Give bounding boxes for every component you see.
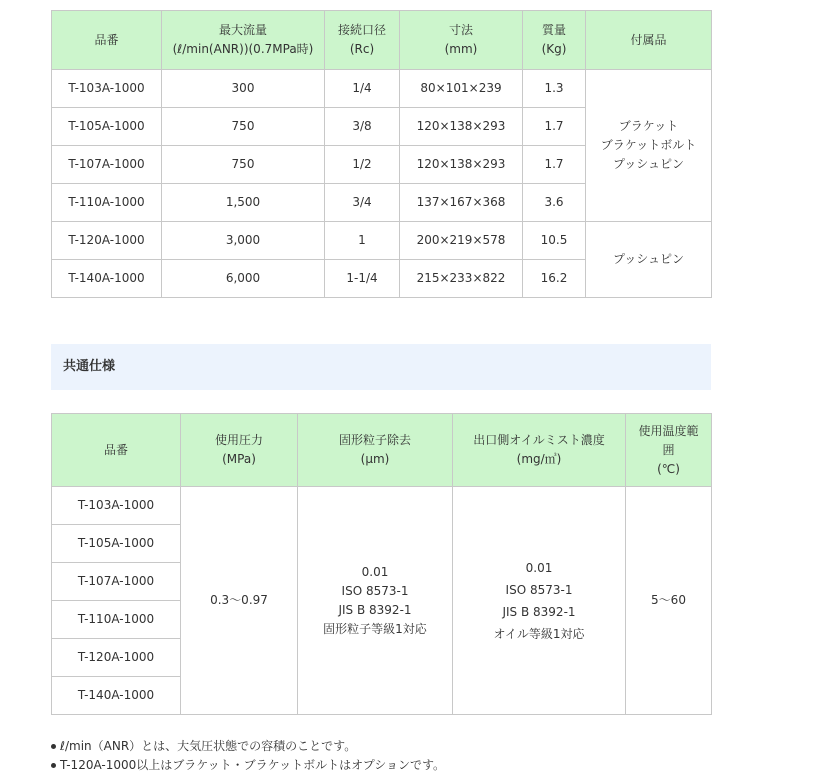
header-dimensions: 寸法 (mm) [400,11,523,70]
table-row [52,222,712,260]
dims-cell: 137×167×368 [400,184,523,222]
dims-cell: 200×219×578 [400,222,523,260]
port-cell: 1-1/4 [325,260,400,298]
accessories-cell: プッシュピン [586,222,712,298]
header-particle-removal: 固形粒子除去 (μm) [298,414,453,487]
dims-cell: 120×138×293 [400,146,523,184]
model-cell: T-103A-1000 [52,70,162,108]
header-model: 品番 [52,414,181,487]
header-pressure: 使用圧力 (MPa) [181,414,298,487]
particle-cell: 0.01 ISO 8573-1 JIS B 8392-1 固形粒子等級1対応 [298,487,453,715]
model-cell: T-120A-1000 [52,222,162,260]
pressure-cell: 0.3～0.97 [181,487,298,715]
model-cell: T-103A-1000 [52,487,181,525]
mass-cell: 1.3 [523,70,586,108]
dims-cell: 120×138×293 [400,108,523,146]
note-item: ℓ/min（ANR）とは、大気圧状態での容積のことです。 [51,737,751,756]
flow-cell: 1,500 [162,184,325,222]
flow-cell: 750 [162,146,325,184]
port-cell: 3/8 [325,108,400,146]
mass-cell: 16.2 [523,260,586,298]
port-cell: 1/2 [325,146,400,184]
spec-header-row [52,11,712,70]
header-oil-mist: 出口側オイルミスト濃度 (mg/㎥) [453,414,626,487]
port-cell: 1/4 [325,70,400,108]
model-cell: T-140A-1000 [52,677,181,715]
model-cell: T-105A-1000 [52,108,162,146]
header-model: 品番 [52,11,162,70]
temperature-cell: 5～60 [626,487,712,715]
flow-cell: 3,000 [162,222,325,260]
model-cell: T-105A-1000 [52,525,181,563]
bullet-icon [51,744,56,749]
model-cell: T-110A-1000 [52,601,181,639]
mass-cell: 1.7 [523,108,586,146]
port-cell: 1 [325,222,400,260]
dims-cell: 215×233×822 [400,260,523,298]
flow-cell: 300 [162,70,325,108]
mass-cell: 3.6 [523,184,586,222]
port-cell: 3/4 [325,184,400,222]
model-cell: T-107A-1000 [52,563,181,601]
flow-cell: 750 [162,108,325,146]
model-cell: T-110A-1000 [52,184,162,222]
dims-cell: 80×101×239 [400,70,523,108]
accessories-cell: ブラケット ブラケットボルト プッシュピン [586,70,712,222]
mass-cell: 1.7 [523,146,586,184]
spec-table [51,10,712,298]
header-temperature: 使用温度範 囲 (℃) [626,414,712,487]
notes [51,737,751,775]
mass-cell: 10.5 [523,222,586,260]
header-mass: 質量 (Kg) [523,11,586,70]
bullet-icon [51,763,56,768]
model-cell: T-107A-1000 [52,146,162,184]
note-item: T-120A-1000以上はブラケット・ブラケットボルトはオプションです。 [51,756,751,775]
common-spec-heading: 共通仕様 [51,344,711,390]
model-cell: T-140A-1000 [52,260,162,298]
flow-cell: 6,000 [162,260,325,298]
table-row [52,70,712,108]
header-accessories: 付属品 [586,11,712,70]
model-cell: T-120A-1000 [52,639,181,677]
oil-mist-cell: 0.01 ISO 8573-1 JIS B 8392-1 オイル等級1対応 [453,487,626,715]
header-max-flow: 最大流量 (ℓ/min(ANR))(0.7MPa時) [162,11,325,70]
common-spec-table [51,413,712,715]
header-port-size: 接続口径 (Rc) [325,11,400,70]
table-row [52,487,712,525]
common-header-row [52,414,712,487]
